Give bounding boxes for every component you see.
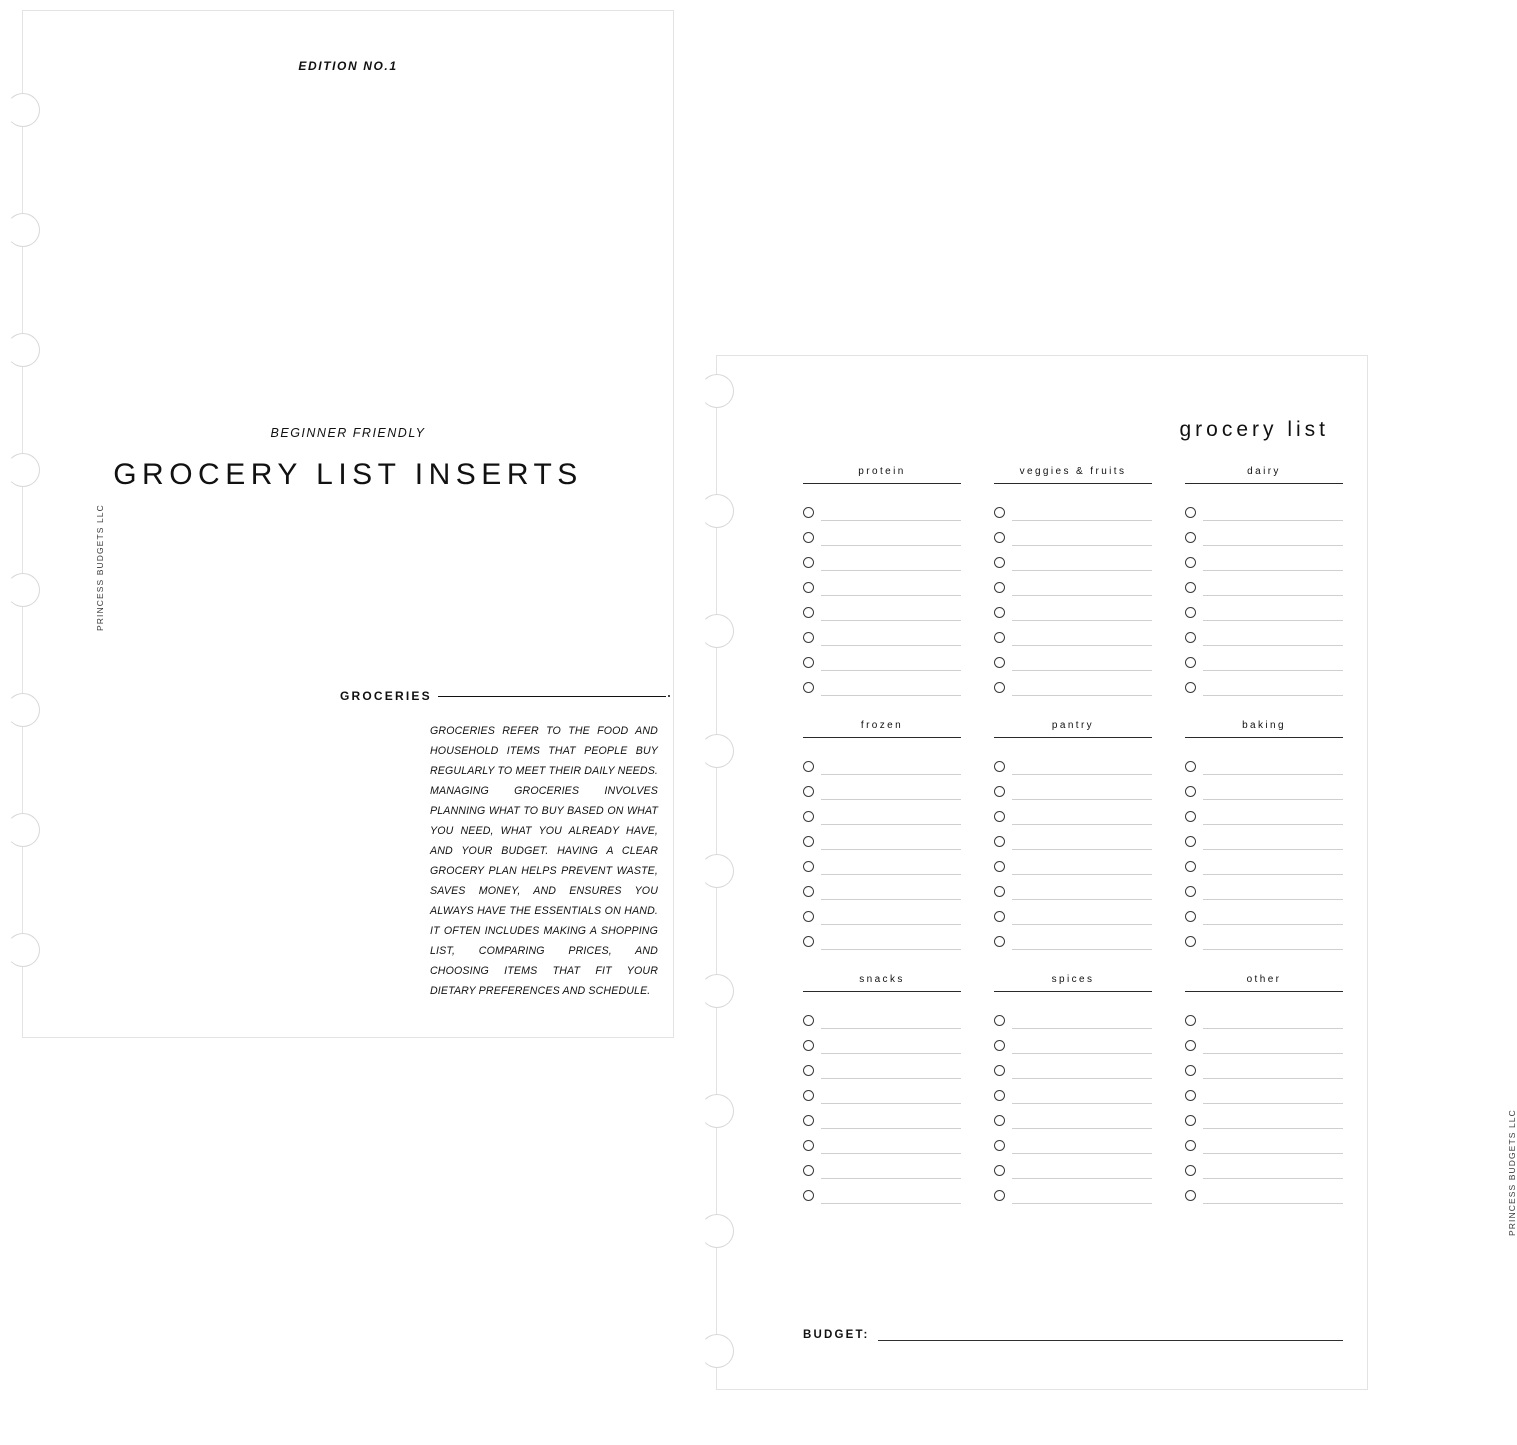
checkbox-circle-icon[interactable]: [1185, 607, 1196, 618]
write-line[interactable]: [821, 580, 961, 596]
checkbox-circle-icon[interactable]: [994, 1140, 1005, 1151]
list-item[interactable]: [803, 750, 961, 775]
category-column-baking: [1185, 720, 1343, 950]
list-item[interactable]: [1185, 1004, 1343, 1029]
checkbox-circle-icon[interactable]: [1185, 1065, 1196, 1076]
category-title: frozen: [803, 720, 961, 738]
list-item[interactable]: [1185, 571, 1343, 596]
write-line[interactable]: [1203, 1038, 1343, 1054]
punch-hole: [6, 693, 40, 727]
write-line[interactable]: [1012, 1138, 1152, 1154]
write-line[interactable]: [821, 1163, 961, 1179]
list-item[interactable]: [803, 825, 961, 850]
checkbox-circle-icon[interactable]: [1185, 557, 1196, 568]
category-row: [803, 466, 1343, 696]
checkbox-circle-icon[interactable]: [994, 1040, 1005, 1051]
punch-hole: [6, 573, 40, 607]
write-line[interactable]: [821, 1038, 961, 1054]
write-line[interactable]: [1203, 1063, 1343, 1079]
punch-hole: [700, 614, 734, 648]
list-item[interactable]: [1185, 1179, 1343, 1204]
list-item[interactable]: [803, 546, 961, 571]
punch-hole: [700, 974, 734, 1008]
budget-input-line[interactable]: [878, 1327, 1343, 1341]
checkbox-circle-icon[interactable]: [994, 861, 1005, 872]
punch-hole: [6, 933, 40, 967]
list-item[interactable]: [803, 621, 961, 646]
checkbox-circle-icon[interactable]: [1185, 1140, 1196, 1151]
list-item[interactable]: [803, 1179, 961, 1204]
write-line[interactable]: [821, 1138, 961, 1154]
write-line[interactable]: [821, 505, 961, 521]
checkbox-circle-icon[interactable]: [1185, 1040, 1196, 1051]
category-row: [803, 720, 1343, 950]
checkbox-circle-icon[interactable]: [803, 861, 814, 872]
write-line[interactable]: [821, 605, 961, 621]
list-item[interactable]: [994, 621, 1152, 646]
write-line[interactable]: [821, 859, 961, 875]
write-line[interactable]: [1012, 530, 1152, 546]
cover-title-block: [23, 426, 673, 492]
list-item[interactable]: [1185, 1154, 1343, 1179]
checkbox-circle-icon[interactable]: [994, 1165, 1005, 1176]
list-item[interactable]: [994, 850, 1152, 875]
list-item[interactable]: [994, 1079, 1152, 1104]
list-item[interactable]: [994, 1054, 1152, 1079]
list-item[interactable]: [803, 1104, 961, 1129]
grocery-list-title: grocery list: [1179, 418, 1329, 441]
list-item[interactable]: [1185, 596, 1343, 621]
category-title: protein: [803, 466, 961, 484]
category-column-other: [1185, 974, 1343, 1204]
edition-label: EDITION NO.1: [298, 59, 398, 73]
write-line[interactable]: [821, 1088, 961, 1104]
write-line[interactable]: [1203, 934, 1343, 950]
punch-hole: [700, 374, 734, 408]
checkbox-circle-icon[interactable]: [803, 1165, 814, 1176]
write-line[interactable]: [1012, 809, 1152, 825]
category-title: snacks: [803, 974, 961, 992]
punch-hole: [6, 333, 40, 367]
write-line[interactable]: [1203, 859, 1343, 875]
list-item[interactable]: [803, 900, 961, 925]
write-line[interactable]: [1012, 784, 1152, 800]
write-line[interactable]: [1012, 630, 1152, 646]
write-line[interactable]: [1012, 680, 1152, 696]
checkbox-circle-icon[interactable]: [803, 1040, 814, 1051]
category-column-pantry: [994, 720, 1152, 950]
checkbox-circle-icon[interactable]: [994, 507, 1005, 518]
list-item[interactable]: [1185, 1129, 1343, 1154]
checkbox-circle-icon[interactable]: [1185, 682, 1196, 693]
checkbox-circle-icon[interactable]: [994, 1115, 1005, 1126]
checkbox-circle-icon[interactable]: [803, 582, 814, 593]
checkbox-circle-icon[interactable]: [994, 607, 1005, 618]
checkbox-circle-icon[interactable]: [1185, 1115, 1196, 1126]
cover-page: [22, 10, 674, 1038]
category-title: baking: [1185, 720, 1343, 738]
checkbox-circle-icon[interactable]: [803, 682, 814, 693]
list-item[interactable]: [803, 800, 961, 825]
write-line[interactable]: [1012, 655, 1152, 671]
list-item[interactable]: [803, 671, 961, 696]
list-item[interactable]: [994, 825, 1152, 850]
category-title: veggies & fruits: [994, 466, 1152, 484]
checkbox-circle-icon[interactable]: [1185, 936, 1196, 947]
grocery-list-page: [716, 355, 1517, 1390]
write-line[interactable]: [821, 630, 961, 646]
write-line[interactable]: [1012, 1063, 1152, 1079]
list-item[interactable]: [803, 1129, 961, 1154]
section-label: GROCERIES: [340, 689, 432, 703]
checkbox-circle-icon[interactable]: [1185, 1165, 1196, 1176]
write-line[interactable]: [821, 555, 961, 571]
category-title: pantry: [994, 720, 1152, 738]
list-item[interactable]: [1185, 750, 1343, 775]
checkbox-circle-icon[interactable]: [994, 532, 1005, 543]
write-line[interactable]: [1012, 759, 1152, 775]
category-column-protein: [803, 466, 961, 696]
cover-subtitle: BEGINNER FRIENDLY: [270, 426, 426, 440]
list-item[interactable]: [803, 1029, 961, 1054]
category-column-veggies-fruits: [994, 466, 1152, 696]
checkbox-circle-icon[interactable]: [803, 507, 814, 518]
checkbox-circle-icon[interactable]: [803, 1065, 814, 1076]
write-line[interactable]: [821, 680, 961, 696]
write-line[interactable]: [821, 655, 961, 671]
checkbox-circle-icon[interactable]: [1185, 811, 1196, 822]
write-line[interactable]: [1203, 1188, 1343, 1204]
write-line[interactable]: [1012, 834, 1152, 850]
list-item[interactable]: [994, 671, 1152, 696]
punch-hole: [700, 1094, 734, 1128]
punch-hole: [700, 1334, 734, 1368]
checkbox-circle-icon[interactable]: [994, 786, 1005, 797]
page-title: GROCERY LIST INSERTS: [113, 458, 583, 491]
write-line[interactable]: [821, 530, 961, 546]
write-line[interactable]: [821, 1063, 961, 1079]
write-line[interactable]: [821, 884, 961, 900]
groceries-description: GROCERIES REFER TO THE FOOD AND HOUSEHOLD ITEMS THAT PEOPLE BUY REGULARLY TO MEET THEIR DAILY NEEDS. MANAGING GROCERIES INVOLVES PLANNING WHAT TO BUY BASED ON WHAT YOU NEED, WHAT YOU ALREADY HAVE, AND YOUR BUDGET. HAVING A CLEAR GROCERY PLAN HELPS PREVENT WASTE, SAVES MONEY, AND ENSURES YOU ALWAYS HAVE THE ESSENTIALS ON HAND. IT OFTEN INCLUDES MAKING A SHOPPING LIST, COMPARING PRICES, AND CHOOSING ITEMS THAT FIT YOUR DIETARY PREFERENCES AND SCHEDULE.: [430, 725, 658, 997]
write-line[interactable]: [1012, 1038, 1152, 1054]
list-item[interactable]: [994, 925, 1152, 950]
write-line[interactable]: [821, 1113, 961, 1129]
write-line[interactable]: [1203, 1013, 1343, 1029]
list-item[interactable]: [803, 1154, 961, 1179]
list-item[interactable]: [1185, 621, 1343, 646]
checkbox-circle-icon[interactable]: [803, 811, 814, 822]
checkbox-circle-icon[interactable]: [1185, 657, 1196, 668]
list-item[interactable]: [1185, 1079, 1343, 1104]
write-line[interactable]: [1203, 784, 1343, 800]
checkbox-circle-icon[interactable]: [803, 1140, 814, 1151]
write-line[interactable]: [1203, 809, 1343, 825]
punch-hole: [700, 854, 734, 888]
list-item[interactable]: [803, 521, 961, 546]
write-line[interactable]: [821, 759, 961, 775]
heading-rule: [438, 696, 666, 697]
write-line[interactable]: [1203, 555, 1343, 571]
brand-watermark: PRINCESS BUDGETS LLC: [1507, 1109, 1517, 1236]
punch-hole: [6, 213, 40, 247]
write-line[interactable]: [1203, 530, 1343, 546]
list-item[interactable]: [803, 875, 961, 900]
punch-hole: [700, 1214, 734, 1248]
checkbox-circle-icon[interactable]: [803, 886, 814, 897]
category-column-dairy: [1185, 466, 1343, 696]
checkbox-circle-icon[interactable]: [1185, 886, 1196, 897]
write-line[interactable]: [1203, 655, 1343, 671]
checkbox-circle-icon[interactable]: [994, 911, 1005, 922]
write-line[interactable]: [1012, 605, 1152, 621]
list-item[interactable]: [803, 596, 961, 621]
write-line[interactable]: [1012, 1188, 1152, 1204]
groceries-section-heading: [340, 689, 670, 703]
punch-hole: [700, 734, 734, 768]
list-item[interactable]: [1185, 1054, 1343, 1079]
list-item[interactable]: [994, 1004, 1152, 1029]
checkbox-circle-icon[interactable]: [803, 557, 814, 568]
checkbox-circle-icon[interactable]: [994, 836, 1005, 847]
write-line[interactable]: [1203, 605, 1343, 621]
list-item[interactable]: [1185, 900, 1343, 925]
category-title: spices: [994, 974, 1152, 992]
heading-dot: [668, 695, 670, 697]
checkbox-circle-icon[interactable]: [1185, 786, 1196, 797]
list-item[interactable]: [1185, 1104, 1343, 1129]
write-line[interactable]: [1203, 1163, 1343, 1179]
category-grid: [803, 466, 1343, 1228]
budget-label: BUDGET:: [803, 1329, 870, 1341]
write-line[interactable]: [821, 1188, 961, 1204]
checkbox-circle-icon[interactable]: [1185, 582, 1196, 593]
checkbox-circle-icon[interactable]: [994, 761, 1005, 772]
checkbox-circle-icon[interactable]: [803, 532, 814, 543]
list-item[interactable]: [994, 1179, 1152, 1204]
category-column-spices: [994, 974, 1152, 1204]
write-line[interactable]: [1203, 680, 1343, 696]
checkbox-circle-icon[interactable]: [994, 682, 1005, 693]
write-line[interactable]: [1203, 884, 1343, 900]
list-item[interactable]: [994, 775, 1152, 800]
category-column-frozen: [803, 720, 961, 950]
list-item[interactable]: [1185, 875, 1343, 900]
checkbox-circle-icon[interactable]: [1185, 632, 1196, 643]
list-item[interactable]: [1185, 925, 1343, 950]
write-line[interactable]: [1012, 909, 1152, 925]
list-item[interactable]: [1185, 546, 1343, 571]
checkbox-circle-icon[interactable]: [994, 1015, 1005, 1026]
write-line[interactable]: [1012, 1088, 1152, 1104]
list-item[interactable]: [803, 1079, 961, 1104]
checkbox-circle-icon[interactable]: [994, 1190, 1005, 1201]
write-line[interactable]: [1012, 1113, 1152, 1129]
punch-hole: [6, 813, 40, 847]
write-line[interactable]: [1203, 630, 1343, 646]
category-row: [803, 974, 1343, 1204]
write-line[interactable]: [1203, 505, 1343, 521]
list-item[interactable]: [803, 1054, 961, 1079]
write-line[interactable]: [1012, 1013, 1152, 1029]
write-line[interactable]: [1203, 759, 1343, 775]
list-item[interactable]: [803, 850, 961, 875]
checkbox-circle-icon[interactable]: [803, 786, 814, 797]
write-line[interactable]: [821, 909, 961, 925]
checkbox-circle-icon[interactable]: [803, 632, 814, 643]
list-item[interactable]: [803, 925, 961, 950]
list-item[interactable]: [1185, 671, 1343, 696]
list-item[interactable]: [994, 750, 1152, 775]
checkbox-circle-icon[interactable]: [803, 607, 814, 618]
list-item[interactable]: [1185, 800, 1343, 825]
checkbox-circle-icon[interactable]: [1185, 1090, 1196, 1101]
list-item[interactable]: [803, 775, 961, 800]
checkbox-circle-icon[interactable]: [803, 836, 814, 847]
write-line[interactable]: [821, 809, 961, 825]
write-line[interactable]: [1012, 859, 1152, 875]
checkbox-circle-icon[interactable]: [803, 911, 814, 922]
category-column-snacks: [803, 974, 961, 1204]
checkbox-circle-icon[interactable]: [803, 657, 814, 668]
list-item[interactable]: [994, 1129, 1152, 1154]
checkbox-circle-icon[interactable]: [803, 1190, 814, 1201]
list-item[interactable]: [994, 496, 1152, 521]
category-title: other: [1185, 974, 1343, 992]
list-item[interactable]: [994, 1029, 1152, 1054]
list-item[interactable]: [1185, 850, 1343, 875]
checkbox-circle-icon[interactable]: [803, 936, 814, 947]
list-item[interactable]: [1185, 646, 1343, 671]
list-item[interactable]: [994, 1154, 1152, 1179]
write-line[interactable]: [821, 784, 961, 800]
checkbox-circle-icon[interactable]: [1185, 532, 1196, 543]
checkbox-circle-icon[interactable]: [803, 1090, 814, 1101]
list-item[interactable]: [994, 596, 1152, 621]
list-item[interactable]: [1185, 1029, 1343, 1054]
list-item[interactable]: [1185, 825, 1343, 850]
checkbox-circle-icon[interactable]: [994, 811, 1005, 822]
write-line[interactable]: [1203, 834, 1343, 850]
list-item[interactable]: [1185, 521, 1343, 546]
write-line[interactable]: [1012, 884, 1152, 900]
write-line[interactable]: [1203, 1138, 1343, 1154]
checkbox-circle-icon[interactable]: [803, 761, 814, 772]
brand-watermark: PRINCESS BUDGETS LLC: [95, 504, 105, 631]
write-line[interactable]: [1012, 1163, 1152, 1179]
list-item[interactable]: [994, 546, 1152, 571]
budget-field[interactable]: [803, 1327, 1343, 1341]
checkbox-circle-icon[interactable]: [994, 1065, 1005, 1076]
list-item[interactable]: [994, 900, 1152, 925]
checkbox-circle-icon[interactable]: [1185, 911, 1196, 922]
write-line[interactable]: [821, 934, 961, 950]
write-line[interactable]: [1012, 580, 1152, 596]
checkbox-circle-icon[interactable]: [994, 557, 1005, 568]
checkbox-circle-icon[interactable]: [994, 1090, 1005, 1101]
checkbox-circle-icon[interactable]: [803, 1115, 814, 1126]
checkbox-circle-icon[interactable]: [1185, 761, 1196, 772]
checkbox-circle-icon[interactable]: [1185, 507, 1196, 518]
write-line[interactable]: [1203, 1088, 1343, 1104]
checkbox-circle-icon[interactable]: [1185, 836, 1196, 847]
punch-hole: [6, 93, 40, 127]
list-item[interactable]: [803, 646, 961, 671]
write-line[interactable]: [1012, 505, 1152, 521]
write-line[interactable]: [821, 1013, 961, 1029]
list-item[interactable]: [994, 646, 1152, 671]
write-line[interactable]: [1012, 555, 1152, 571]
category-title: dairy: [1185, 466, 1343, 484]
list-item[interactable]: [1185, 775, 1343, 800]
list-item[interactable]: [994, 875, 1152, 900]
write-line[interactable]: [821, 834, 961, 850]
write-line[interactable]: [1203, 1113, 1343, 1129]
list-item[interactable]: [1185, 496, 1343, 521]
checkbox-circle-icon[interactable]: [994, 657, 1005, 668]
punch-hole: [700, 494, 734, 528]
checkbox-circle-icon[interactable]: [994, 936, 1005, 947]
checkbox-circle-icon[interactable]: [994, 582, 1005, 593]
checkbox-circle-icon[interactable]: [1185, 1015, 1196, 1026]
checkbox-circle-icon[interactable]: [1185, 861, 1196, 872]
list-item[interactable]: [803, 496, 961, 521]
checkbox-circle-icon[interactable]: [803, 1015, 814, 1026]
checkbox-circle-icon[interactable]: [994, 886, 1005, 897]
list-item[interactable]: [803, 1004, 961, 1029]
checkbox-circle-icon[interactable]: [994, 632, 1005, 643]
list-item[interactable]: [994, 1104, 1152, 1129]
list-item[interactable]: [994, 521, 1152, 546]
write-line[interactable]: [1012, 934, 1152, 950]
write-line[interactable]: [1203, 909, 1343, 925]
list-item[interactable]: [803, 571, 961, 596]
write-line[interactable]: [1203, 580, 1343, 596]
list-item[interactable]: [994, 571, 1152, 596]
checkbox-circle-icon[interactable]: [1185, 1190, 1196, 1201]
list-item[interactable]: [994, 800, 1152, 825]
